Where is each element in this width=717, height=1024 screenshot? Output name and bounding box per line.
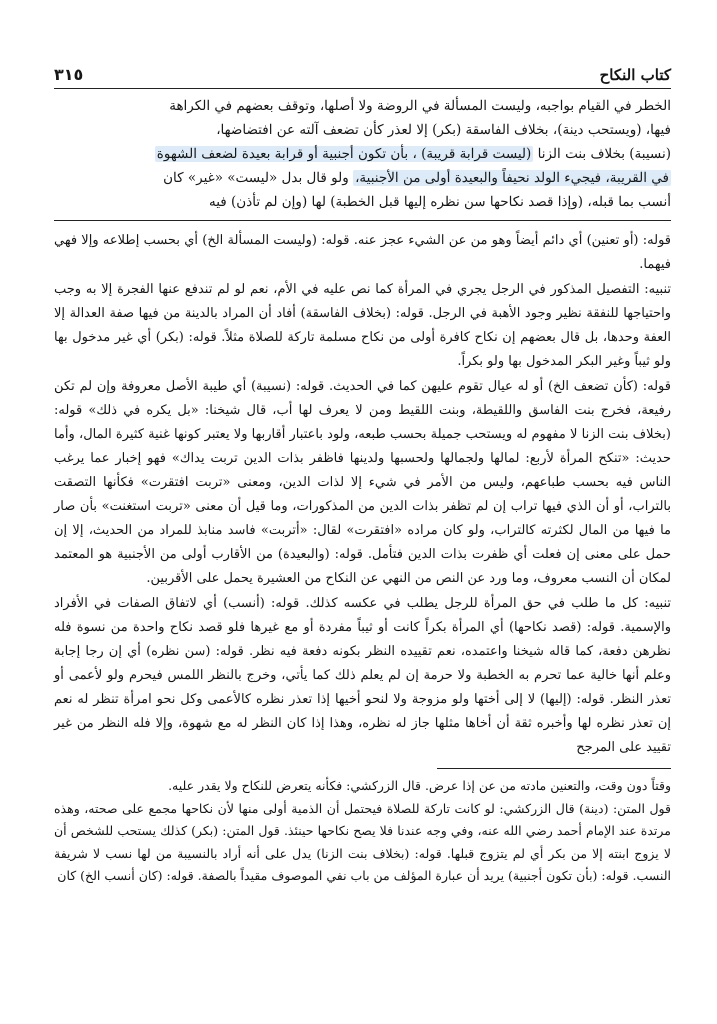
- footnote-paragraph: قول المتن: (دينة) قال الزركشي: لو كانت تاركة للصلاة فيحتمل أن الذمية أولى منها لأن نكاحها مجمع على صحته، وهذه مرتدة عند الإمام أحمد رضي الله عنه، وفي وجه عندنا فلا يصح نكاحها حينئذ. قول المتن: (بكر) كذلك يستحب للشخص أن لا يزوج ابنته إلا من بكر أي لم يتزوج قبلها. قوله: (بخلاف بنت الزنا) يدل على أنه أراد بالنسيبة من لها نسب لا شريفة النسب. قوله: (بأن تكون أجنبية) يريد أن عبارة المؤلف من باب نفي الموصوف مقيداً بالصفة. قوله: (كان أنسب الخ) كان: [54, 800, 671, 883]
- commentary-paragraph: تنبيه: التفصيل المذكور في الرجل يجري في المرأة كما نص عليه في الأم، نعم لو لم تندفع عنها الفجرة إلا به وجب واحتياجها للنفقة نظير وجود الأهبة في الرجل. قوله: (بخلاف الفاسقة) أفاد أن المراد بالدينة من فيها صفة العدالة إلا العفة وحدها، بل قال بعضهم إن نكاح كافرة أولى من نكاح مسلمة تاركة للصلاة مثلاً. قوله: (بكر) أي غير مدخول بها ولو ثيباً وغير البكر المدخول بها ولو بكراً.: [54, 282, 671, 369]
- main-text-line: أنسب بما قبله، (وإذا قصد نكاحها سن نظره إليها قبل الخطبة) لها (وإن لم تأذن) فيه: [208, 194, 671, 210]
- highlighted-text: (ليست قرابة قريبة) ، بأن تكون أجنبية أو قرابة بعيدة لضعف الشهوة: [156, 146, 532, 162]
- main-text-line: الخطر في القيام بواجبه، وليست المسألة في الروضة ولا أصلها، وتوقف بعضهم في الكراهة: [169, 98, 671, 114]
- running-header: [54, 54, 671, 89]
- footnote-divider: [437, 768, 671, 769]
- main-text-line: [54, 142, 671, 166]
- main-text-span: (نسيبة) بخلاف بنت الزنا: [533, 146, 671, 162]
- commentary-block: [54, 229, 671, 760]
- footnote-paragraph: وقتاً دون وقت، والتعنين مادته من عن إذا عرض. قال الزركشي: فكأنه يتعرض للنكاح ولا يقدر عليه.: [168, 778, 671, 793]
- footnotes-block: [54, 775, 671, 888]
- main-text-line: فيها، (ويستحب دينة)، بخلاف الفاسقة (بكر) إلا لعذر كأن تضعف آلته عن افتضاضها،: [216, 122, 671, 138]
- page-number: ٣١٥: [54, 65, 84, 84]
- main-text-block: [54, 94, 671, 221]
- running-title: كتاب النكاح: [599, 66, 671, 84]
- main-text-span: ولو قال بدل «ليست» «غير» كان: [163, 170, 354, 186]
- highlighted-text: في القريبة، فيجيء الولد نحيفاً والبعيدة أولى من الأجنبية،: [355, 170, 669, 186]
- commentary-paragraph: تنبيه: كل ما طلب في حق المرأة للرجل يطلب في عكسه كذلك. قوله: (أنسب) أي لاتفاق الصفات في الأفراد والإسمية. قوله: (قصد نكاحها) أي المرأة بكراً كانت أو ثيباً مفردة أو مع غيرها فلو قصد نكاح واحدة من نسوة فله نظرهن دفعة، كما قاله شيخنا واعتمده، نعم تقييده النظر بكونه دفعة فيه نظر. قوله: (سن نظره) أي إن رجا إجابة وعلم أنها خالية عما تحرم به الخطبة ولا حرمة إن لم يعلم ذلك كما يأتي، وخرج بالنظر اللمس فيحرم ولو لأعمى أو تعذر النظر. قوله: (إليها) لا إلى أختها ولو مزوجة ولا لنحو أخيها إذا تعذر نظره كالأعمى وكل نحو امرأة تنظر له نعم إن تعذر نظره لها وأخبره ثقة أن أخاها مثلها جاز له نظره، وهذا إذا كان النظر له مع شهوة، وإلا فله النظر من غير تقييد على المرجح: [54, 596, 671, 755]
- commentary-paragraph: قوله: (أو تعنين) أي دائم أيضاً وهو من عن الشيء عجز عنه. قوله: (وليست المسألة الخ) أي بحسب إطلاعه وإلا فهي فيهما.: [54, 233, 671, 272]
- main-text-line: [54, 166, 671, 190]
- commentary-paragraph: قوله: (كأن تضعف الخ) أو له عيال تقوم عليهن كما في الحديث. قوله: (نسيبة) أي طيبة الأصل معروفة وإن لم تكن رفيعة، فخرج بنت الفاسق واللقيطة، وبنت اللقيط ومن لا يعرف لها أب، قال شيخنا: «بل يكره في ذلك» قوله: (بخلاف بنت الزنا لا مفهوم له ويستحب جميلة بحسب طبعه، ولود باعتبار أقاربها ولا يعتبر كونها غنية كثيرة المال، وأما حديث: «تنكح المرأة لأربع: لمالها ولجمالها ولحسبها ولدينها فاظفر بذات الدين تربت يداك» فهو إخبار عما يرغب الناس فيه بحسب طباعهم، وليس من الأمر في شيء إلا لذات الدين، ومعنى «تربت افتقرت» فكأنها التصقت بالتراب، أو أن الذي فيها تراب إن لم تظفر بذات الدين من المذكورات، وما قيل أن معنى «تربت استغنت» بأن صار ما فيها من المال لكثرته كالتراب، ولو كان مراده «افتقرت» لقال: «أتربت» فاسد منابذ للمراد من الحديث، إلا إن حمل على معنى إن فعلت أي ظفرت بذات الدين فتأمل. قوله: (والبعيدة) من الأقارب أولى من الأجنبية هو المعتمد لمكان أن النسب معروف، وما ورد عن النص من النهي عن النكاح من العشيرة يحمل على الأقربين.: [54, 379, 671, 586]
- page-body: [54, 94, 671, 888]
